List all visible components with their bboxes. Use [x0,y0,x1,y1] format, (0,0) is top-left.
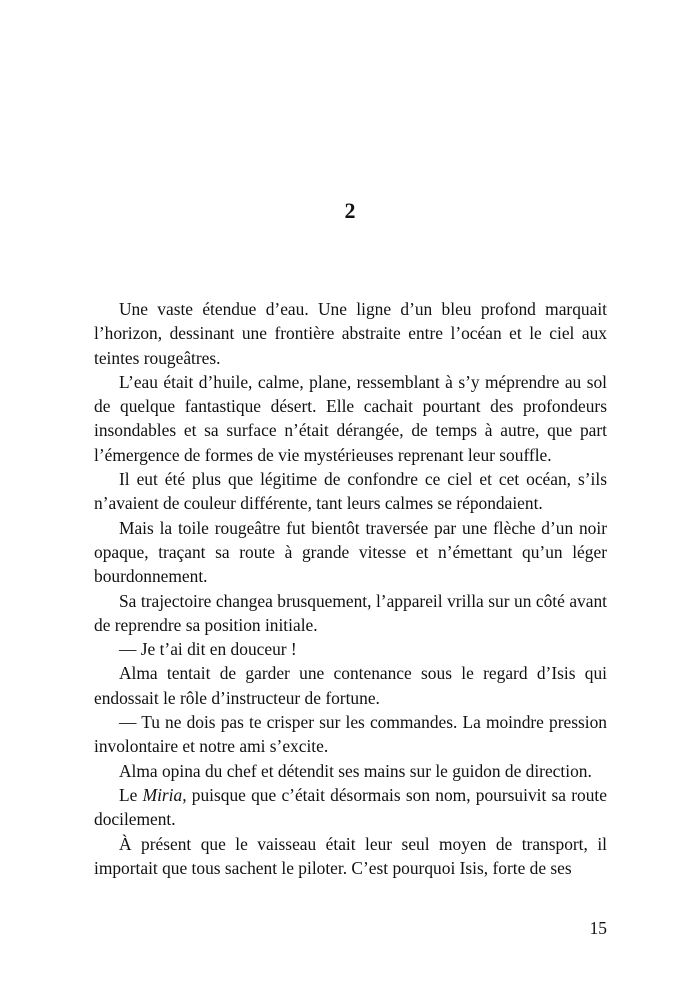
paragraph: À présent que le vaisseau était leur seul moyen de transport, il importait que tous sachent le piloter. C’est pourquoi Isis, forte de ses [94,833,607,878]
dialogue-line: — Je t’ai dit en douceur ! [119,639,297,660]
page-number: 15 [589,918,607,938]
ship-name: Miria, [142,784,187,805]
dialogue-line: — Tu ne dois pas te crisper sur les commandes. La moindre pression involontaire et notre ami s’excite. [94,712,607,757]
miria-text-before: Le [119,784,143,805]
paragraph: Une vaste étendue d’eau. Une ligne d’un bleu profond marquait l’horizon, dessinant une frontière abstraite entre l’océan et le ciel aux teintes rougeâtres. [94,299,607,368]
body-text [94,297,607,880]
paragraph: L’eau était d’huile, calme, plane, ressemblant à s’y méprendre au sol de quelque fantastique désert. Elle cachait pourtant des profondeurs insondables et sa surface n’était dérangée, de temps à autre, que part l’émergence de formes de vie mystérieuses reprenant leur souffle. [94,371,607,465]
paragraph: Alma opina du chef et détendit ses mains sur le guidon de direction. [119,760,592,781]
paragraph: Sa trajectoire changea brusquement, l’appareil vrilla sur un côté avant de reprendre sa position initiale. [94,590,607,635]
paragraph: Alma tentait de garder une contenance sous le regard d’Isis qui endossait le rôle d’instructeur de fortune. [94,663,607,708]
chapter-number: 2 [344,198,356,223]
paragraph-miria [94,783,607,832]
paragraph: Il eut été plus que légitime de confondre ce ciel et cet océan, s’ils n’avaient de couleur différente, tant leurs calmes se répondaient. [94,469,607,514]
miria-text-after: puisque que c’était désormais son nom, poursuivit sa route docilement. [94,784,607,830]
paragraph: Mais la toile rougeâtre fut bientôt traversée par une flèche d’un noir opaque, traçant sa route à grande vitesse et n’émettant qu’un léger bourdonnement. [94,517,607,587]
